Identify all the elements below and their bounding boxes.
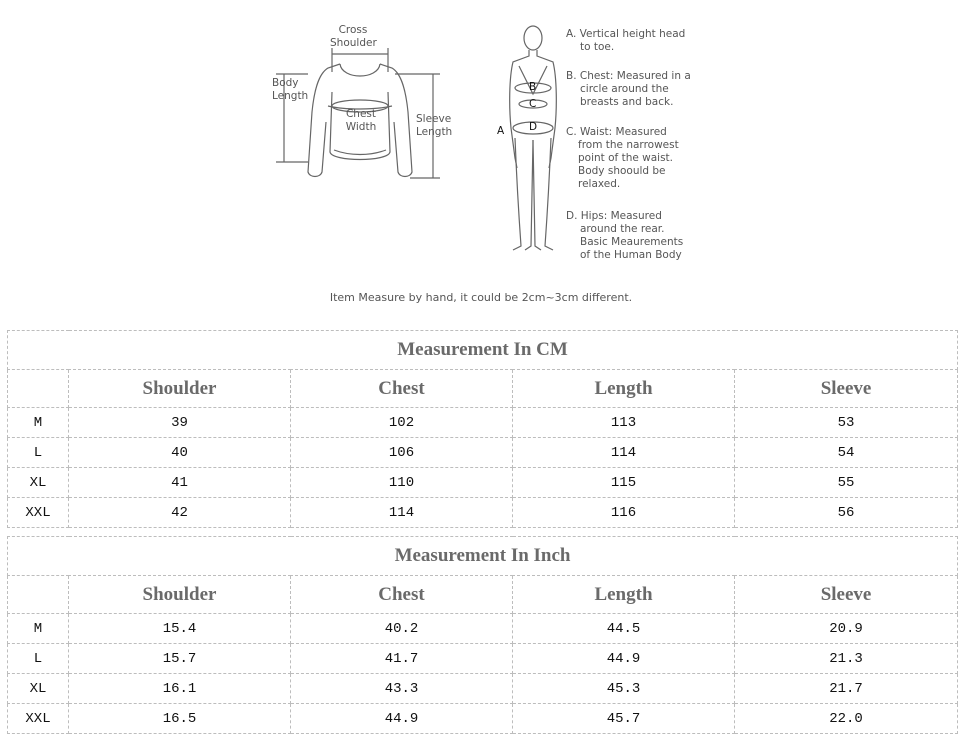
chest-value: 44.9 <box>291 704 513 734</box>
note-a <box>566 28 685 54</box>
cm-header-length: Length <box>513 370 735 408</box>
table-row <box>8 408 958 438</box>
shoulder-value: 16.1 <box>69 674 291 704</box>
cross-shoulder-label <box>330 24 376 50</box>
cm-header-chest: Chest <box>291 370 513 408</box>
cm-table-title: Measurement In CM <box>8 331 958 370</box>
size-label: XL <box>8 674 69 704</box>
length-value: 113 <box>513 408 735 438</box>
cross-shoulder-line-1: Cross <box>338 24 368 36</box>
sleeve-value: 21.3 <box>735 644 958 674</box>
note-c-line-1: C. Waist: Measured <box>566 126 667 138</box>
sleeve-length-label <box>416 113 452 139</box>
length-value: 45.3 <box>513 674 735 704</box>
chest-value: 110 <box>291 468 513 498</box>
shoulder-value: 42 <box>69 498 291 528</box>
shoulder-value: 16.5 <box>69 704 291 734</box>
chest-width-label <box>340 108 382 134</box>
table-row <box>8 704 958 734</box>
body-length-line-2: Length <box>272 90 309 102</box>
cm-header-shoulder: Shoulder <box>69 370 291 408</box>
length-value: 44.5 <box>513 614 735 644</box>
length-value: 116 <box>513 498 735 528</box>
note-c <box>566 126 679 191</box>
inch-header-row <box>8 576 958 614</box>
letter-c: C <box>529 98 537 110</box>
chest-value: 43.3 <box>291 674 513 704</box>
body-figure-illustration <box>493 18 563 258</box>
table-row <box>8 644 958 674</box>
shoulder-value: 39 <box>69 408 291 438</box>
inch-size-table <box>7 536 958 734</box>
table-row <box>8 468 958 498</box>
shoulder-value: 40 <box>69 438 291 468</box>
shoulder-value: 15.4 <box>69 614 291 644</box>
sleeve-value: 20.9 <box>735 614 958 644</box>
chest-value: 106 <box>291 438 513 468</box>
chest-value: 41.7 <box>291 644 513 674</box>
sleeve-value: 56 <box>735 498 958 528</box>
note-d <box>566 210 683 262</box>
sleeve-length-line-1: Sleeve <box>416 113 452 125</box>
note-d-line-2: around the rear. <box>580 223 665 235</box>
note-b-line-3: breasts and back. <box>580 96 674 108</box>
cm-header-row <box>8 370 958 408</box>
chest-value: 114 <box>291 498 513 528</box>
cm-title-row <box>8 331 958 370</box>
note-c-line-4: Body shoould be <box>578 165 666 177</box>
inch-header-sleeve: Sleeve <box>735 576 958 614</box>
length-value: 44.9 <box>513 644 735 674</box>
chest-value: 40.2 <box>291 614 513 644</box>
note-d-line-1: D. Hips: Measured <box>566 210 662 222</box>
inch-header-size <box>8 576 69 614</box>
cm-header-size <box>8 370 69 408</box>
inch-header-shoulder: Shoulder <box>69 576 291 614</box>
body-length-line-1: Body <box>272 77 299 89</box>
note-c-line-5: relaxed. <box>578 178 621 190</box>
body-length-label <box>272 77 308 103</box>
table-row <box>8 438 958 468</box>
size-label: XXL <box>8 498 69 528</box>
inch-table-title: Measurement In Inch <box>8 537 958 576</box>
length-value: 115 <box>513 468 735 498</box>
chest-value: 102 <box>291 408 513 438</box>
table-row <box>8 674 958 704</box>
sleeve-length-line-2: Length <box>416 126 453 138</box>
letter-b: B <box>529 81 537 93</box>
shoulder-value: 15.7 <box>69 644 291 674</box>
length-value: 45.7 <box>513 704 735 734</box>
note-d-line-4: of the Human Body <box>580 249 682 261</box>
letter-d: D <box>529 121 538 133</box>
length-value: 114 <box>513 438 735 468</box>
sleeve-value: 22.0 <box>735 704 958 734</box>
chest-width-line-2: Width <box>345 121 377 133</box>
note-b-line-1: B. Chest: Measured in a <box>566 70 691 82</box>
size-label: M <box>8 408 69 438</box>
size-label: L <box>8 644 69 674</box>
cm-header-sleeve: Sleeve <box>735 370 958 408</box>
sleeve-value: 21.7 <box>735 674 958 704</box>
note-a-line-1: A. Vertical height head <box>566 28 686 40</box>
size-label: M <box>8 614 69 644</box>
note-c-line-2: from the narrowest <box>578 139 679 151</box>
inch-header-length: Length <box>513 576 735 614</box>
measurement-diagram <box>0 0 962 320</box>
sleeve-value: 55 <box>735 468 958 498</box>
letter-a: A <box>497 125 505 137</box>
size-label: XL <box>8 468 69 498</box>
sleeve-value: 54 <box>735 438 958 468</box>
note-b <box>566 70 691 109</box>
table-row <box>8 498 958 528</box>
shoulder-value: 41 <box>69 468 291 498</box>
note-c-line-3: point of the waist. <box>578 152 674 164</box>
inch-header-chest: Chest <box>291 576 513 614</box>
size-label: L <box>8 438 69 468</box>
measurement-disclaimer: Item Measure by hand, it could be 2cm~3cm different. <box>329 291 633 304</box>
sleeve-value: 53 <box>735 408 958 438</box>
size-label: XXL <box>8 704 69 734</box>
cross-shoulder-line-2: Shoulder <box>330 37 377 49</box>
note-b-line-2: circle around the <box>580 83 669 95</box>
note-a-line-2: to toe. <box>580 41 615 53</box>
cm-size-table <box>7 330 958 528</box>
note-d-line-3: Basic Meaurements <box>580 236 684 248</box>
chest-width-line-1: Chest <box>345 108 377 120</box>
table-row <box>8 614 958 644</box>
inch-title-row <box>8 537 958 576</box>
